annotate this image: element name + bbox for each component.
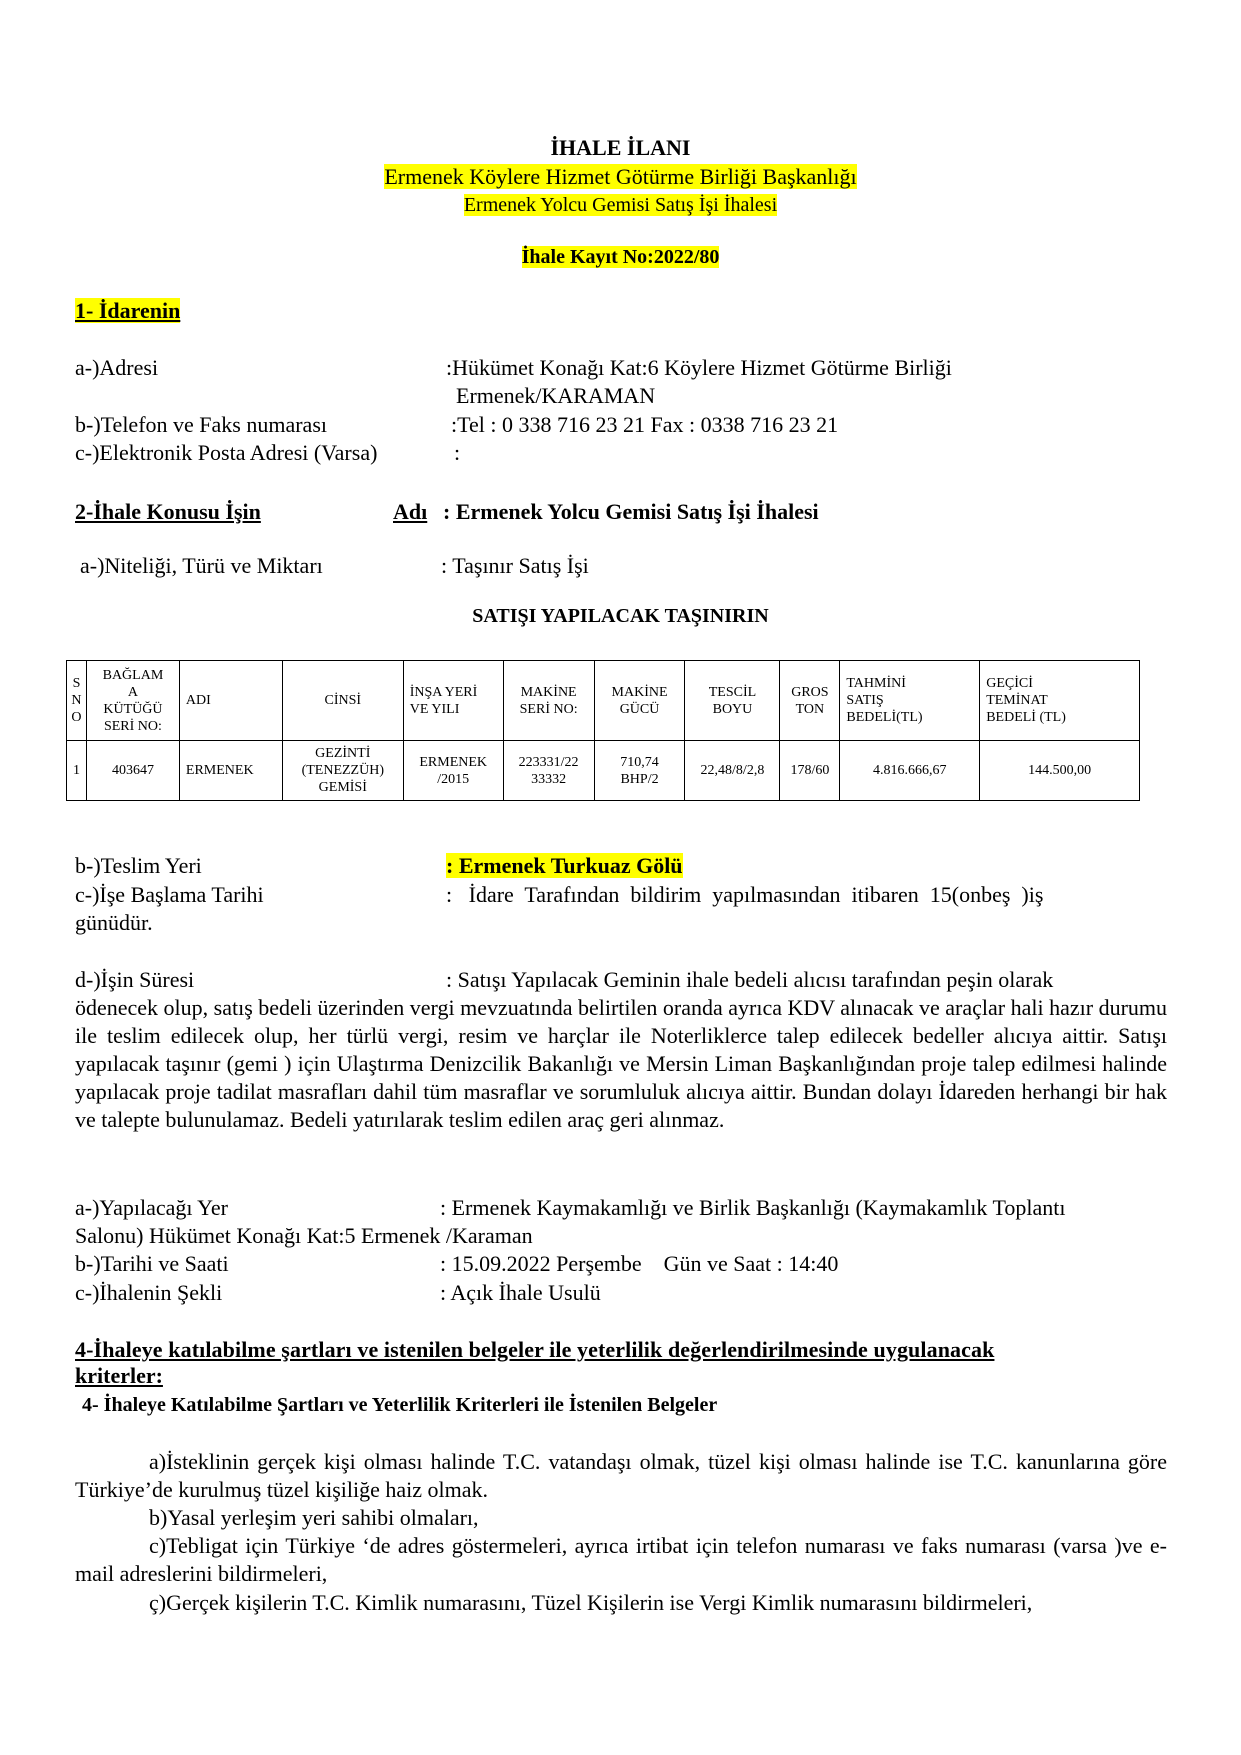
header-cell: MAKİNE SERİ NO:: [503, 661, 594, 741]
ihale-konusu-value: : Ermenek Yolcu Gemisi Satış İşi İhalesi: [443, 499, 819, 524]
madde-c-cedilla: ç)Gerçek kişilerin T.C. Kimlik numarasını, Tüzel Kişilerin ise Vergi Kimlik numarasını bildirmeleri,: [149, 1590, 1033, 1615]
tasinir-table: [66, 660, 1140, 801]
table-cell: 1: [67, 741, 87, 801]
table-cell: ERMENEK: [179, 741, 282, 801]
teslim-yeri-value: : Ermenek Turkuaz Gölü: [446, 853, 683, 878]
nitelik-label: a-)Niteliği, Türü ve Miktarı: [80, 553, 323, 578]
header-cell: GROS TON: [780, 661, 840, 741]
yapilacagi-yer-cont: Salonu) Hükümet Konağı Kat:5 Ermenek /Karaman: [75, 1223, 533, 1248]
madde-b: b)Yasal yerleşim yeri sahibi olmaları,: [149, 1505, 479, 1530]
telefon-label: b-)Telefon ve Faks numarası: [75, 412, 327, 437]
section-4-heading-cont: kriterler:: [75, 1363, 163, 1388]
section-1-heading: 1- İdarenin: [75, 298, 181, 323]
page-title: İHALE İLANI: [550, 135, 691, 160]
section-4-subheading: 4- İhaleye Katılabilme Şartları ve Yeterlilik Kriterleri ile İstenilen Belgeler: [82, 1394, 718, 1416]
adres-label: a-)Adresi: [75, 355, 159, 380]
header-cell: TESCİL BOYU: [685, 661, 780, 741]
isin-suresi-value: : Satışı Yapılacak Geminin ihale bedeli alıcısı tarafından peşin olarak: [446, 967, 1054, 992]
section-2-heading-adi: Adı: [393, 499, 428, 524]
table-cell: 4.816.666,67: [840, 741, 980, 801]
adres-value-cont: Ermenek/KARAMAN: [456, 383, 656, 408]
table-header-row: [67, 661, 1140, 741]
teslim-yeri-label: b-)Teslim Yeri: [75, 853, 202, 878]
ihale-sekli-label: c-)İhalenin Şekli: [75, 1280, 223, 1305]
header-cell: S N O: [67, 661, 87, 741]
ise-baslama-cont: günüdür.: [75, 910, 153, 935]
table-cell: 223331/22 33332: [503, 741, 594, 801]
table-row: [67, 741, 1140, 801]
eposta-value: :: [454, 440, 461, 465]
telefon-value: :Tel : 0 338 716 23 21 Fax : 0338 716 23 21: [451, 412, 839, 437]
header-cell: ADI: [179, 661, 282, 741]
header-cell: CİNSİ: [282, 661, 403, 741]
section-2-heading: 2-İhale Konusu İşin: [75, 499, 261, 524]
table-cell: 178/60: [780, 741, 840, 801]
header-line-1: Ermenek Köylere Hizmet Götürme Birliği Başkanlığı: [384, 164, 857, 189]
header-cell: İNŞA YERİ VE YILI: [403, 661, 503, 741]
isin-suresi-paragraph: ödenecek olup, satış bedeli üzerinden vergi mevzuatında belirtilen oranda ayrıca KDV alınacak ve araçlar hali hazır durumu ile teslim edilecek olup, her türlü vergi, resim ve harçlar ile Noterliklerce talep edilecek bedeller alıcıya aittir. Satışı yapılacak taşınır (gemi ) için Ulaştırma Denizcilik Bakanlığı ve Mersin Liman Başkanlığından proje talep edilmesi halinde yapılacak proje tadilat masrafları dahil tüm masraflar ve sorumluluk alıcıya aittir. Bundan dolayı İdareden herhangi bir hak ve talepte bulunulamaz. Bedeli yatırılarak teslim edilen araç geri alınmaz.: [75, 995, 1168, 1132]
adres-value: :Hükümet Konağı Kat:6 Köylere Hizmet Götürme Birliği: [446, 355, 952, 380]
tarih-value: : 15.09.2022 Perşembe Gün ve Saat : 14:40: [440, 1251, 839, 1276]
yapilacagi-yer-label: a-)Yapılacağı Yer: [75, 1195, 228, 1220]
madde-a: a)İsteklinin gerçek kişi olması halinde T.C. vatandaşı olmak, tüzel kişi olması halinde ise T.C. kanunlarına göre Türkiye’de kurulmuş tüzel kişiliğe haiz olmak.: [75, 1449, 1167, 1502]
table-cell: 403647: [86, 741, 179, 801]
yapilacagi-yer-value: : Ermenek Kaymakamlığı ve Birlik Başkanlığı (Kaymakamlık Toplantı: [440, 1195, 1066, 1220]
ise-baslama-label: c-)İşe Başlama Tarihi: [75, 882, 264, 907]
header-line-2: Ermenek Yolcu Gemisi Satış İşi İhalesi: [463, 194, 778, 216]
table-cell: 144.500,00: [980, 741, 1140, 801]
table-title: SATIŞI YAPILACAK TAŞINIRIN: [472, 605, 769, 627]
table-cell: 22,48/8/2,8: [685, 741, 780, 801]
ise-baslama-value: : İdare Tarafından bildirim yapılmasından itibaren 15(onbeş )iş: [446, 882, 1044, 907]
ihale-sekli-value: : Açık İhale Usulü: [440, 1280, 601, 1305]
table-cell: 710,74 BHP/2: [594, 741, 685, 801]
madde-c: c)Tebligat için Türkiye ‘de adres göstermeleri, ayrıca irtibat için telefon numarası ve faks numarası (varsa )ve e-mail adreslerini bildirmeleri,: [75, 1533, 1167, 1586]
header-cell: TAHMİNİ SATIŞ BEDELİ(TL): [840, 661, 980, 741]
ihale-kayit-no: İhale Kayıt No:2022/80: [521, 246, 720, 268]
section-4-heading: 4-İhaleye katılabilme şartları ve istenilen belgeler ile yeterlilik değerlendirilmesinde uygulanacak: [75, 1337, 995, 1362]
nitelik-value: : Taşınır Satış İşi: [441, 553, 589, 578]
isin-suresi-label: d-)İşin Süresi: [75, 967, 195, 992]
eposta-label: c-)Elektronik Posta Adresi (Varsa): [75, 440, 378, 465]
tarih-label: b-)Tarihi ve Saati: [75, 1251, 229, 1276]
table-cell: GEZİNTİ (TENEZZÜH) GEMİSİ: [282, 741, 403, 801]
table-cell: ERMENEK /2015: [403, 741, 503, 801]
header-cell: BAĞLAM A KÜTÜĞÜ SERİ NO:: [86, 661, 179, 741]
header-cell: MAKİNE GÜCÜ: [594, 661, 685, 741]
header-cell: GEÇİCİ TEMİNAT BEDELİ (TL): [980, 661, 1140, 741]
